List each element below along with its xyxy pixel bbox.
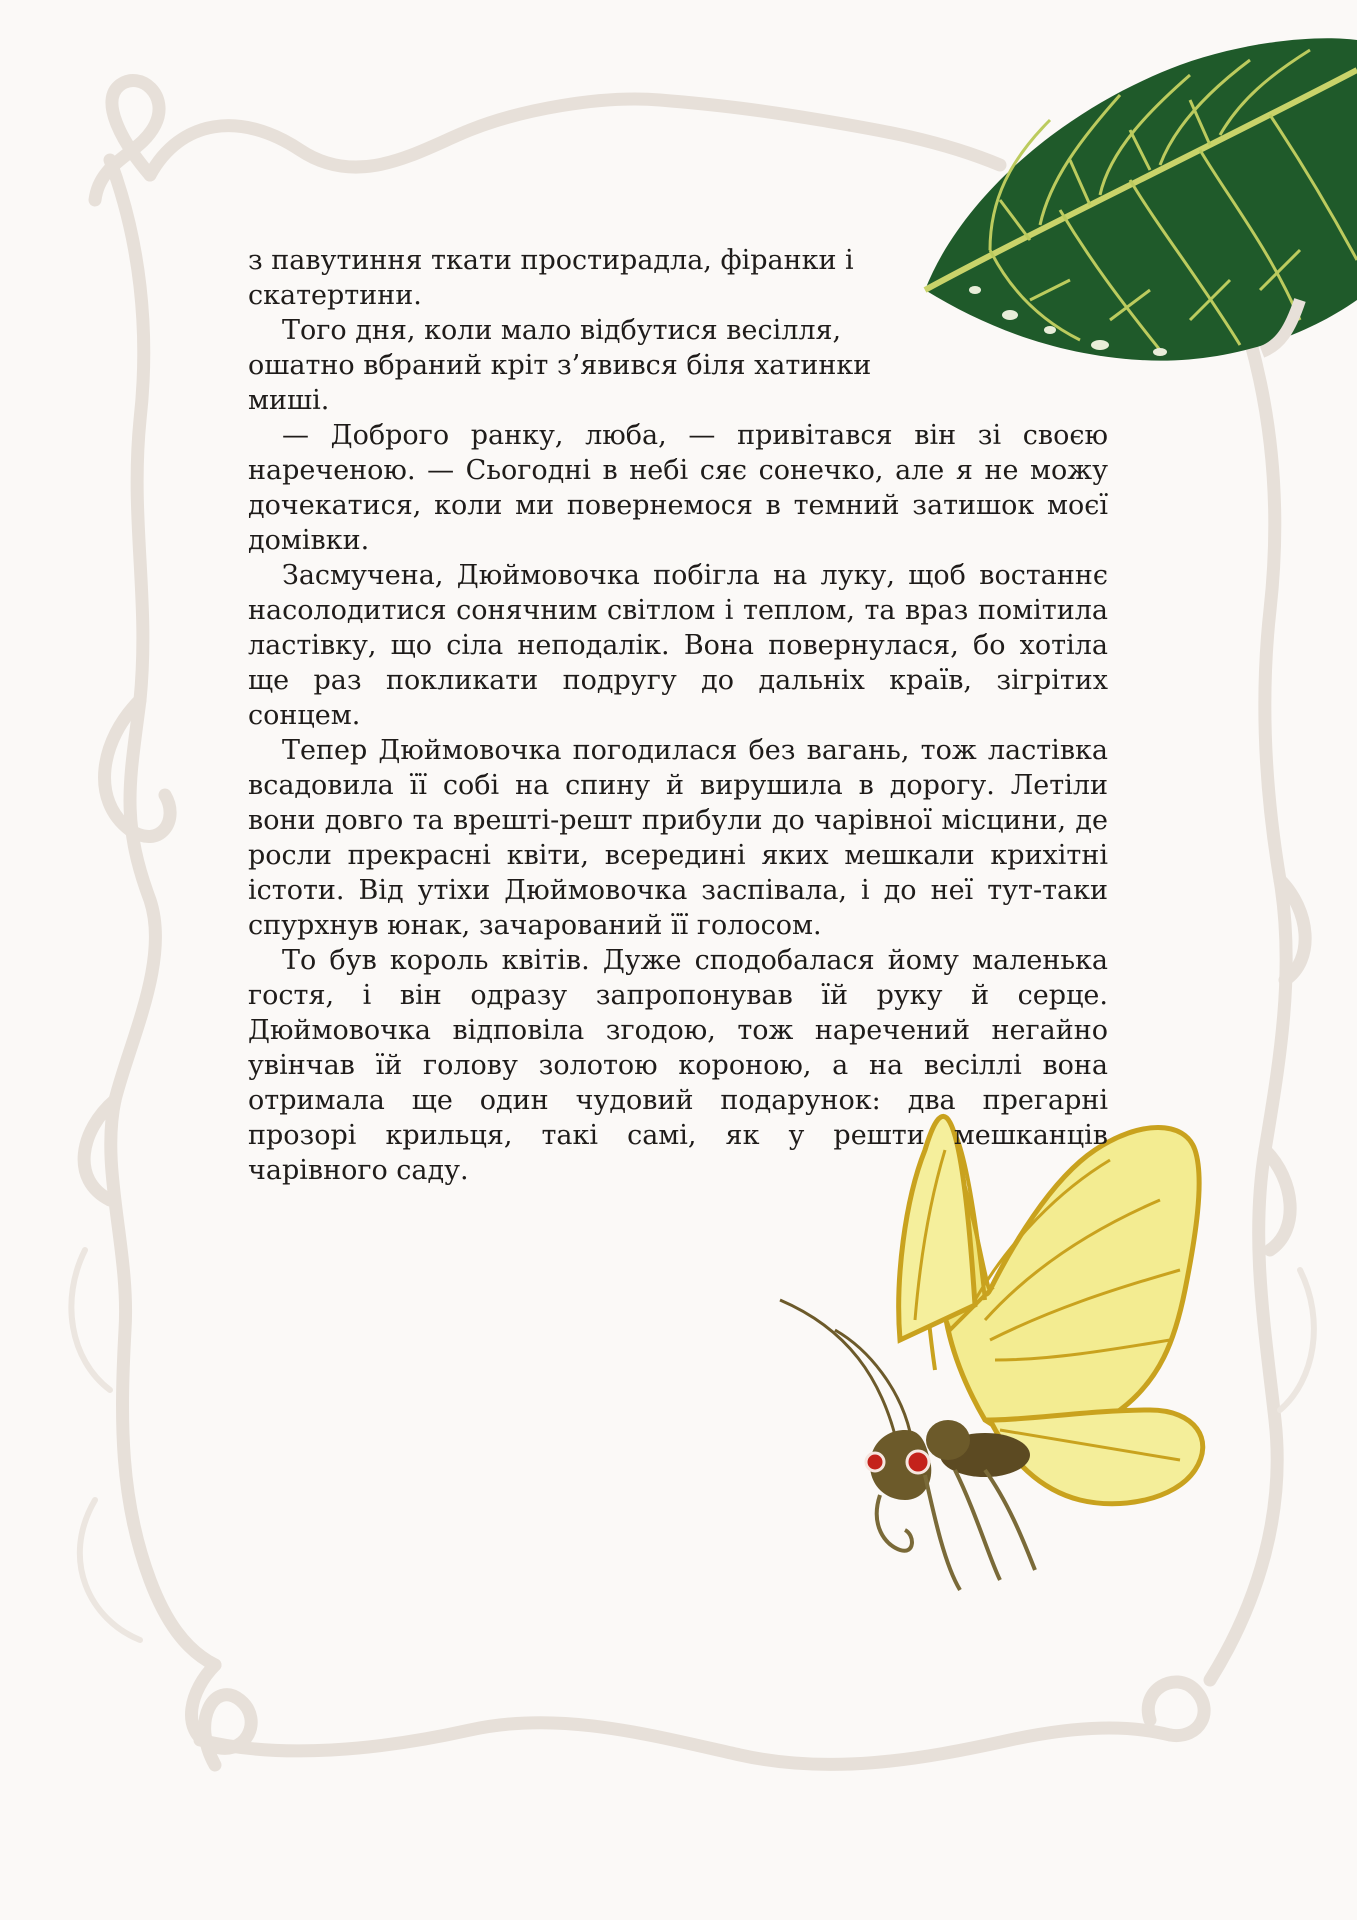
story-paragraph-3: — Доброго ранку, люба, — привітався він зі своєю нареченою. — Сьогодні в небі сяє сонечко, але я не можу дочекатися, коли ми повернемося в темний затишок моєї домівки.: [248, 420, 1108, 556]
story-paragraph-4: Засмучена, Дюймовочка побігла на луку, щоб востаннє насолодитися сонячним світлом і теплом, та враз помітила ластівку, що сіла неподалік. Вона повернулася, бо хотіла ще раз покликати подругу до дальніх країв, зігрітих сонцем.: [248, 560, 1108, 731]
story-paragraph-6: То був король квітів. Дуже сподобалася йому маленька гостя, і він одразу запропонував їй руку й серце. Дюймовочка відповіла згодою, тож наречений негайно увінчав їй голову золотою короною, а на весіллі вона отримала ще один чудовий подарунок: два прегарні прозорі крильця, такі самі, як у решти мешканців чарівного саду.: [248, 945, 1108, 1186]
story-text: [248, 243, 1108, 1188]
story-paragraph-5: Тепер Дюймовочка погодилася без вагань, тож ластівка всадовила її собі на спину й вирушила в дорогу. Летіли вони довго та врешті-решт прибули до чарівної місцини, де росли прекрасні квіти, всередині яких мешкали крихітні істоти. Від утіхи Дюймовочка заспівала, і до неї тут-таки спурхнув юнак, зачарований її голосом.: [248, 735, 1108, 941]
story-paragraph-2: Того дня, коли мало відбутися весілля, ошатно вбраний кріт з’явився біля хатинки миші.: [248, 315, 872, 416]
story-paragraph-1: з павутиння ткати простирадла, фіранки і скатертини.: [248, 245, 854, 311]
